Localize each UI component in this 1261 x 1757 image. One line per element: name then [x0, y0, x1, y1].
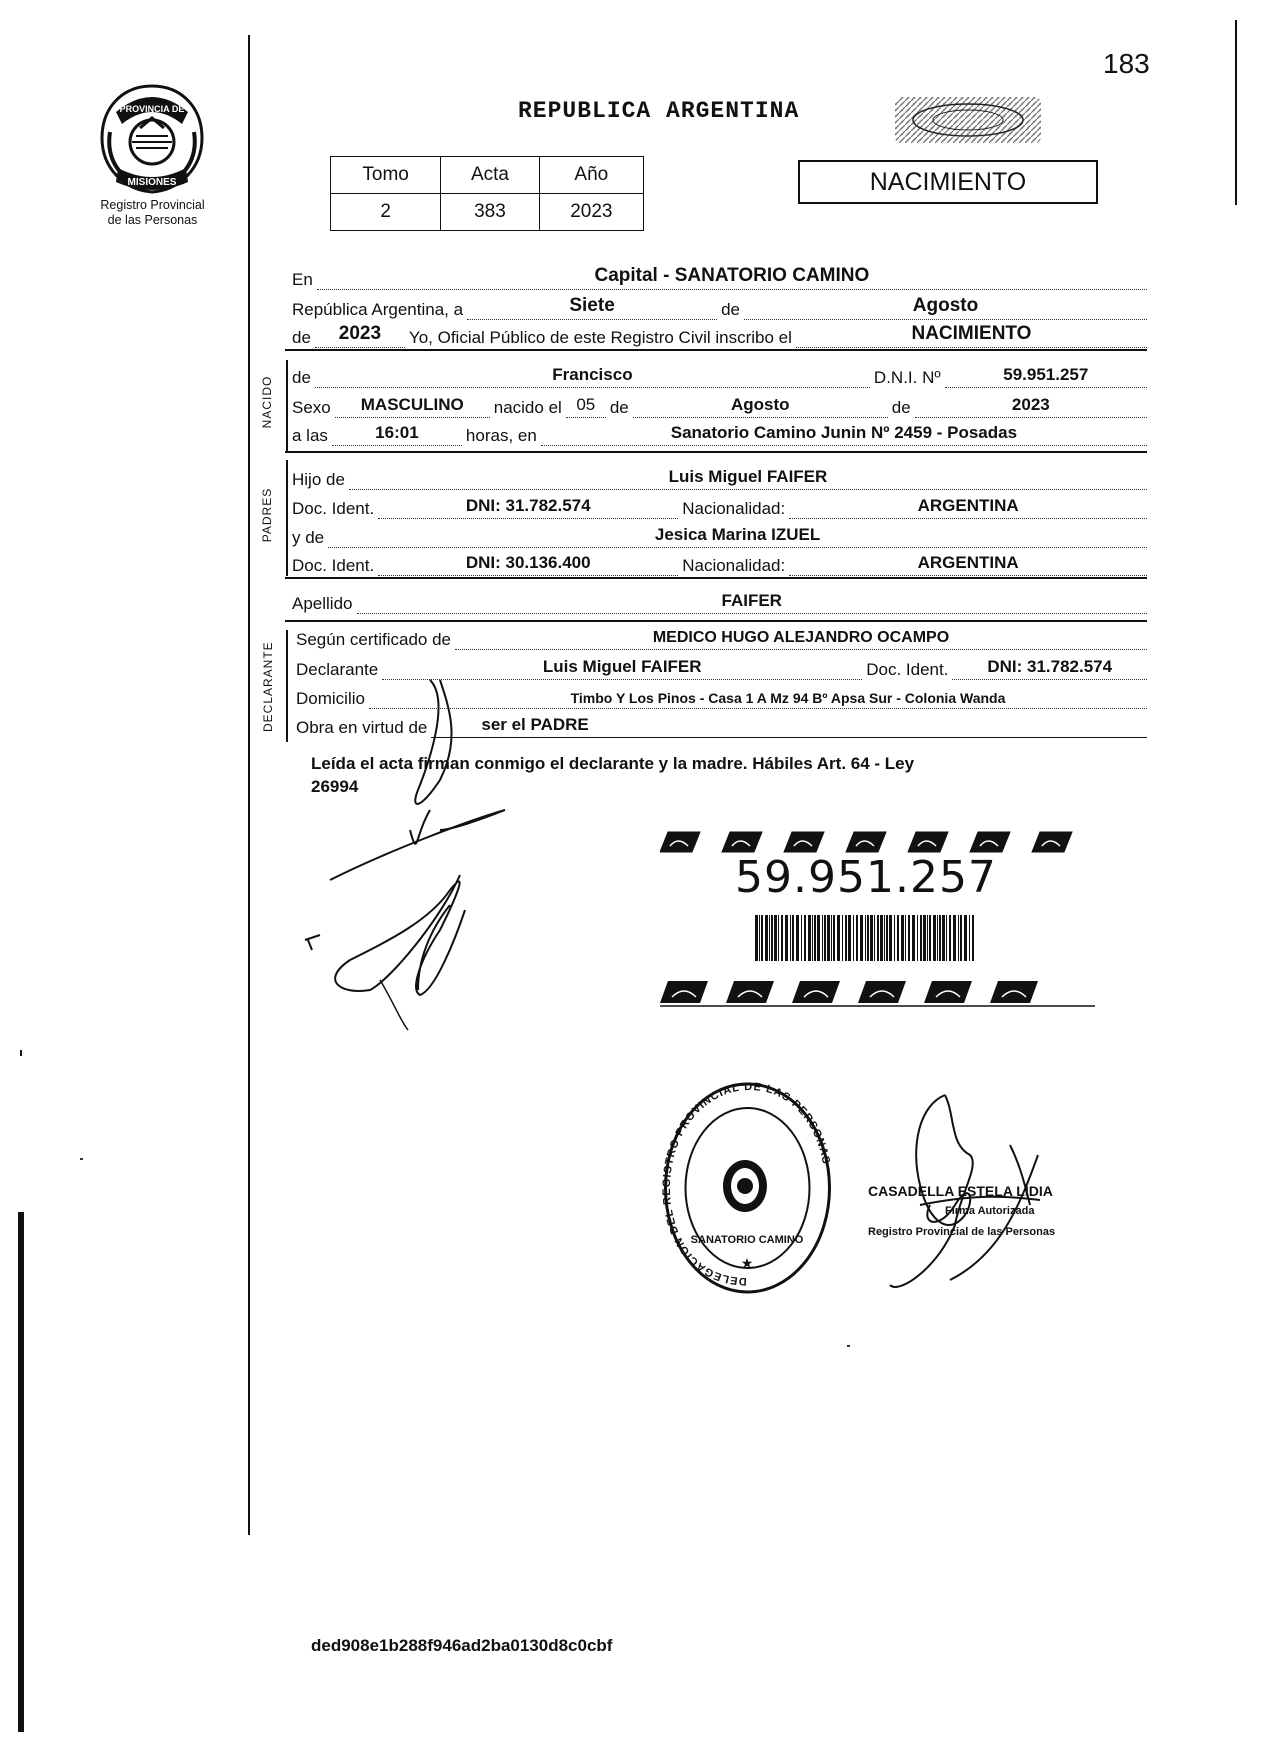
barcode-bar [822, 915, 823, 961]
row-segun [296, 626, 1147, 650]
declarante-bracket [286, 630, 288, 742]
barcode-bar [785, 915, 788, 961]
field-nacido-anio [915, 395, 1147, 418]
label-de-mes: de [721, 300, 740, 319]
barcode-bar [972, 915, 974, 961]
label-nacido-de3: de [891, 398, 911, 417]
barcode-bar [939, 915, 941, 961]
field-madre-nacionalidad [789, 553, 1147, 576]
acta-table-header-row [331, 157, 644, 194]
id-barcode [755, 915, 977, 961]
value-domicilio: Timbo Y Los Pinos - Casa 1 A Mz 94 Bº Apsa Sur - Colonia Wanda [570, 690, 1006, 706]
barcode-bar [880, 915, 883, 961]
label-a-las: a las [292, 426, 328, 445]
barcode-bar [817, 915, 820, 961]
barcode-bar [874, 915, 875, 961]
value-declarante-doc: DNI: 31.782.574 [987, 657, 1113, 676]
barcode-bar [848, 915, 851, 961]
barcode-bar [917, 915, 918, 961]
value-hora: 16:01 [375, 423, 419, 442]
value-madre-nacionalidad: ARGENTINA [917, 553, 1019, 572]
barcode-bar [824, 915, 826, 961]
label-en: En [292, 270, 313, 289]
barcode-bar [897, 915, 899, 961]
barcode-bar [792, 915, 794, 961]
barcode-bar [856, 915, 858, 961]
barcode-bar [920, 915, 922, 961]
value-obra: ser el PADRE [481, 715, 589, 734]
label-hijo-de: Hijo de [292, 470, 345, 489]
barcode-bar [912, 915, 915, 961]
barcode-bar [889, 915, 892, 961]
value-nacido-mes: Agosto [730, 395, 790, 414]
security-hologram [893, 95, 1043, 145]
label-nacido-de2: de [609, 398, 629, 417]
field-inscribo [796, 323, 1147, 348]
barcode-bar [812, 915, 813, 961]
document-hash: ded908e1b288f946ad2ba0130d8c0cbf [311, 1636, 613, 1655]
barcode-bar [778, 915, 779, 961]
barcode-bar [860, 915, 863, 961]
page-number: 183 [1103, 48, 1150, 79]
barcode-bar [865, 915, 866, 961]
barcode-bar [774, 915, 777, 961]
label-declarante-doc: Doc. Ident. [866, 660, 949, 679]
value-inscribo: NACIMIENTO [911, 323, 1032, 344]
row-nacido-hora [292, 422, 1147, 446]
label-segun: Según certificado de [296, 630, 451, 649]
stray-mark [847, 1345, 850, 1347]
value-mes: Agosto [912, 295, 979, 316]
label-republica: República Argentina, a [292, 300, 464, 319]
barcode-bar [923, 915, 926, 961]
acta-value-acta: 383 [441, 194, 539, 231]
row-en [292, 266, 1147, 290]
barcode-bar [837, 915, 840, 961]
stray-mark [80, 1158, 83, 1160]
field-nacido-dia [566, 395, 606, 418]
label-domicilio: Domicilio [296, 689, 365, 708]
field-mes [744, 295, 1147, 320]
acta-type-box: NACIMIENTO [798, 160, 1098, 204]
value-apellido: FAIFER [721, 591, 782, 610]
label-de-anio: de [292, 328, 311, 347]
barcode-bar [942, 915, 945, 961]
label-obra: Obra en virtud de [296, 718, 428, 737]
barcode-bar [905, 915, 906, 961]
value-sexo: MASCULINO [360, 395, 464, 414]
value-dia: Siete [569, 295, 615, 316]
row-nacido-sexo [292, 394, 1147, 418]
barcode-bar [761, 915, 763, 961]
barcode-bar [969, 915, 970, 961]
closing-text-line2: 26994 [311, 777, 359, 796]
barcode-bar [894, 915, 895, 961]
barcode-bar [831, 915, 832, 961]
security-strip-bottom [660, 975, 1095, 1007]
separator-after-apellido [285, 620, 1147, 622]
field-apellido [357, 591, 1148, 614]
separator-after-padres [285, 577, 1147, 579]
left-edge-bar [18, 1212, 24, 1732]
label-dni: D.N.I. Nº [873, 368, 941, 387]
barcode-bar [886, 915, 888, 961]
side-label-declarante: DECLARANTE [261, 641, 275, 732]
acta-header-tomo: Tomo [331, 157, 441, 194]
side-label-padres: PADRES [260, 487, 274, 543]
svg-text:PROVINCIA DE: PROVINCIA DE [119, 104, 185, 114]
declarant-signatures [300, 660, 530, 1040]
row-inscribo [292, 324, 1147, 348]
value-anio: 2023 [338, 323, 382, 344]
field-dia [467, 295, 717, 320]
value-nacido-dia: 05 [576, 395, 596, 414]
field-hora [332, 423, 462, 446]
barcode-bar [884, 915, 885, 961]
barcode-bar [946, 915, 947, 961]
left-margin-line [248, 35, 250, 1535]
official-name: CASADELLA ESTELA LIDIA [868, 1183, 1053, 1199]
barcode-bar [937, 915, 938, 961]
acta-value-tomo: 2 [331, 194, 441, 231]
value-madre: Jesica Marina IZUEL [654, 525, 821, 544]
label-horas-en: horas, en [465, 426, 537, 445]
separator-after-header [285, 349, 1147, 351]
field-madre-doc [378, 553, 678, 576]
barcode-bar [949, 915, 951, 961]
label-sexo: Sexo [292, 398, 331, 417]
barcode-bar [929, 915, 931, 961]
barcode-bar [870, 915, 873, 961]
logo-caption [80, 198, 225, 228]
province-seal-logo [92, 82, 212, 197]
closing-text-line1: Leída el acta firman conmigo el declarante y la madre. Hábiles Art. 64 - Ley [311, 754, 915, 773]
side-label-nacido: NACIDO [260, 375, 274, 429]
barcode-bar [960, 915, 962, 961]
value-padre-doc: DNI: 31.782.574 [465, 496, 591, 515]
barcode-bar [808, 915, 811, 961]
barcode-bar [796, 915, 799, 961]
official-role: Firma Autorizada [945, 1205, 1035, 1217]
value-padre: Luis Miguel FAIFER [668, 467, 828, 486]
field-sexo [335, 395, 490, 418]
acta-value-anio: 2023 [539, 194, 643, 231]
row-y-de [292, 524, 1147, 548]
row-madre-doc [292, 552, 1147, 576]
barcode-bar [771, 915, 773, 961]
field-en [317, 265, 1147, 290]
id-number-display: 59.951.257 [735, 852, 997, 903]
barcode-bar [958, 915, 959, 961]
logo-caption-line2: de las Personas [107, 213, 198, 227]
row-padre-doc [292, 495, 1147, 519]
barcode-bar [908, 915, 910, 961]
field-anio [315, 323, 405, 348]
value-declarante: Luis Miguel FAIFER [542, 657, 702, 676]
label-padre-doc: Doc. Ident. [292, 499, 375, 518]
svg-text:★: ★ [740, 1255, 754, 1271]
barcode-bar [765, 915, 768, 961]
barcode-bar [814, 915, 816, 961]
barcode-bar [877, 915, 879, 961]
label-apellido: Apellido [292, 594, 353, 613]
row-hijo-de [292, 466, 1147, 490]
label-padre-nacionalidad: Nacionalidad: [682, 499, 786, 518]
barcode-bar [759, 915, 760, 961]
row-apellido [292, 590, 1147, 614]
barcode-bar [933, 915, 936, 961]
barcode-bar [953, 915, 956, 961]
field-segun [455, 631, 1147, 650]
svg-text:MISIONES: MISIONES [127, 177, 177, 188]
barcode-bar [801, 915, 802, 961]
document-title: REPUBLICA ARGENTINA [518, 98, 800, 124]
barcode-bar [842, 915, 843, 961]
field-madre [328, 525, 1147, 548]
barcode-bar [901, 915, 904, 961]
label-declarante: Declarante [296, 660, 379, 679]
value-padre-nacionalidad: ARGENTINA [917, 496, 1019, 515]
field-declarante-doc [952, 657, 1147, 680]
barcode-bar [804, 915, 806, 961]
value-nacido-anio: 2023 [1011, 395, 1050, 414]
field-dni [945, 365, 1147, 388]
field-nacido-mes [633, 395, 888, 418]
padres-bracket [286, 460, 288, 576]
barcode-bar [769, 915, 770, 961]
svg-text:DELEGACION DEL REGISTRO PROVIN: DELEGACION DEL REGISTRO PROVINCIAL DE LAS PERSONAS [660, 1080, 833, 1288]
value-dni: 59.951.257 [1003, 365, 1089, 384]
label-nacido-el: nacido el [493, 398, 562, 417]
acta-table-value-row [331, 194, 644, 231]
value-madre-doc: DNI: 30.136.400 [465, 553, 591, 572]
nacido-bracket [286, 360, 288, 452]
official-stamp [660, 1078, 835, 1298]
barcode-bar [827, 915, 830, 961]
value-en: Capital - SANATORIO CAMINO [594, 265, 870, 286]
field-nacido-nombre [315, 365, 870, 388]
security-strip-top [660, 828, 1095, 854]
value-segun: MEDICO HUGO ALEJANDRO OCAMPO [652, 629, 950, 646]
acta-header-anio: Año [539, 157, 643, 194]
left-edge-tick [20, 1050, 22, 1056]
right-margin-line [1235, 20, 1237, 205]
barcode-bar [927, 915, 928, 961]
label-y-de: y de [292, 528, 325, 547]
field-obra [431, 715, 1147, 738]
row-fecha [292, 296, 1147, 320]
barcode-bar [755, 915, 758, 961]
barcode-bar [867, 915, 869, 961]
barcode-bar [790, 915, 791, 961]
barcode-bar [833, 915, 835, 961]
acta-reference-table [330, 156, 644, 231]
row-nacido-nombre [292, 364, 1147, 388]
separator-after-nacido [285, 451, 1147, 453]
label-inscribo: Yo, Oficial Público de este Registro Civil inscribo el [408, 328, 792, 347]
acta-header-acta: Acta [441, 157, 539, 194]
svg-text:SANATORIO CAMINO: SANATORIO CAMINO [690, 1234, 804, 1246]
barcode-bar [964, 915, 967, 961]
logo-caption-line1: Registro Provincial [100, 198, 205, 212]
value-nacido-nombre: Francisco [552, 365, 633, 384]
barcode-bar [853, 915, 854, 961]
label-nacido-de: de [292, 368, 311, 387]
official-office: Registro Provincial de las Personas [868, 1226, 1056, 1238]
field-padre-doc [378, 496, 678, 519]
barcode-bar [781, 915, 783, 961]
barcode-bar [845, 915, 847, 961]
field-lugar [541, 423, 1147, 446]
field-padre-nacionalidad [789, 496, 1147, 519]
field-padre [349, 467, 1147, 490]
value-lugar: Sanatorio Camino Junin Nº 2459 - Posadas [670, 423, 1018, 442]
label-madre-doc: Doc. Ident. [292, 556, 375, 575]
label-madre-nacionalidad: Nacionalidad: [682, 556, 786, 575]
